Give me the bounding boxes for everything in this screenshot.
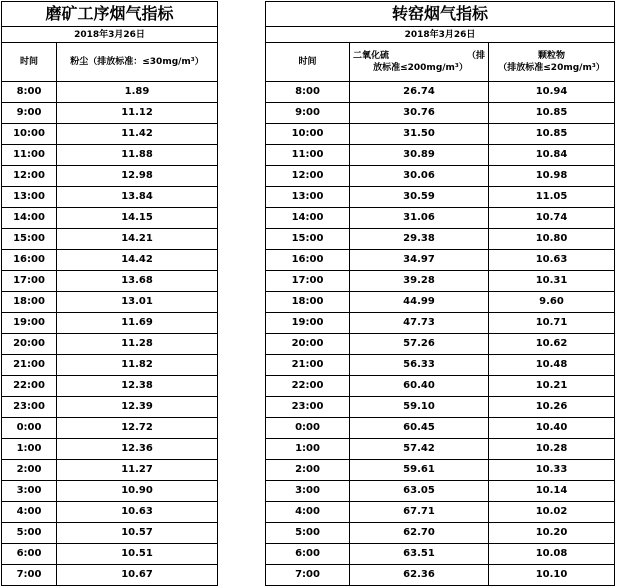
time-cell: 8:00 [2,82,57,103]
table-title-row [266,2,615,27]
table-row [266,334,615,355]
time-cell: 11:00 [266,145,350,166]
so2-value-cell: 30.76 [350,103,489,124]
particulate-value-cell: 10.02 [489,502,615,523]
column-header-time: 时间 [266,43,350,82]
table-row [2,523,218,544]
time-cell: 18:00 [266,292,350,313]
so2-value-cell: 60.40 [350,376,489,397]
table-row [2,82,218,103]
dust-value-cell: 11.88 [57,145,218,166]
time-cell: 22:00 [266,376,350,397]
table-row [2,418,218,439]
dust-value-cell: 14.21 [57,229,218,250]
column-header-particulate [489,43,615,82]
dust-value-cell: 12.36 [57,439,218,460]
so2-header-paren: （排 [466,51,485,61]
so2-value-cell: 31.50 [350,124,489,145]
so2-value-cell: 63.05 [350,481,489,502]
dust-value-cell: 14.15 [57,208,218,229]
time-cell: 5:00 [266,523,350,544]
particulate-value-cell: 10.62 [489,334,615,355]
table-date: 2018年3月26日 [266,27,615,43]
pm-header-standard: （排放标准≤20mg/m³） [498,63,605,73]
dust-value-cell: 10.90 [57,481,218,502]
particulate-value-cell: 10.10 [489,565,615,586]
dust-value-cell: 11.69 [57,313,218,334]
particulate-value-cell: 10.21 [489,376,615,397]
particulate-value-cell: 10.31 [489,271,615,292]
time-cell: 10:00 [2,124,57,145]
particulate-value-cell: 10.80 [489,229,615,250]
time-cell: 19:00 [2,313,57,334]
time-cell: 3:00 [266,481,350,502]
so2-value-cell: 30.89 [350,145,489,166]
dust-value-cell: 14.42 [57,250,218,271]
table-row [266,523,615,544]
particulate-value-cell: 10.74 [489,208,615,229]
time-cell: 0:00 [266,418,350,439]
so2-value-cell: 30.06 [350,166,489,187]
table-title: 转窑烟气指标 [266,2,615,27]
table-row [2,565,218,586]
table-title-row [2,2,218,27]
so2-value-cell: 57.42 [350,439,489,460]
time-cell: 14:00 [266,208,350,229]
time-cell: 11:00 [2,145,57,166]
dust-value-cell: 12.38 [57,376,218,397]
table-row [2,229,218,250]
dust-value-cell: 10.51 [57,544,218,565]
time-cell: 12:00 [266,166,350,187]
table-title: 磨矿工序烟气指标 [2,2,218,27]
particulate-value-cell: 10.14 [489,481,615,502]
so2-value-cell: 44.99 [350,292,489,313]
time-cell: 15:00 [266,229,350,250]
time-cell: 20:00 [266,334,350,355]
time-cell: 10:00 [266,124,350,145]
so2-value-cell: 56.33 [350,355,489,376]
time-cell: 19:00 [266,313,350,334]
table-row [266,544,615,565]
time-cell: 12:00 [2,166,57,187]
dust-value-cell: 11.12 [57,103,218,124]
table-row [266,481,615,502]
table-row [2,208,218,229]
particulate-value-cell: 10.20 [489,523,615,544]
column-header-time: 时间 [2,43,57,82]
table-row [266,355,615,376]
time-cell: 9:00 [266,103,350,124]
table-row [266,502,615,523]
particulate-value-cell: 10.94 [489,82,615,103]
table-row [266,397,615,418]
time-cell: 13:00 [266,187,350,208]
table-row [2,397,218,418]
table-row [266,124,615,145]
dust-value-cell: 12.72 [57,418,218,439]
time-cell: 5:00 [2,523,57,544]
table-row [2,355,218,376]
time-cell: 16:00 [2,250,57,271]
dust-value-cell: 11.28 [57,334,218,355]
table-row [2,166,218,187]
time-cell: 6:00 [2,544,57,565]
table-row [266,565,615,586]
time-cell: 7:00 [2,565,57,586]
table-row [2,376,218,397]
time-cell: 2:00 [266,460,350,481]
so2-value-cell: 26.74 [350,82,489,103]
so2-value-cell: 57.26 [350,334,489,355]
dust-value-cell: 11.27 [57,460,218,481]
so2-value-cell: 59.61 [350,460,489,481]
time-cell: 23:00 [2,397,57,418]
time-cell: 1:00 [266,439,350,460]
dust-value-cell: 11.42 [57,124,218,145]
table-row [266,439,615,460]
particulate-value-cell: 10.63 [489,250,615,271]
particulate-value-cell: 10.26 [489,397,615,418]
time-cell: 23:00 [266,397,350,418]
column-header-so2 [350,43,489,82]
particulate-value-cell: 10.98 [489,166,615,187]
time-cell: 8:00 [266,82,350,103]
dust-value-cell: 10.57 [57,523,218,544]
time-cell: 3:00 [2,481,57,502]
time-cell: 4:00 [266,502,350,523]
time-cell: 14:00 [2,208,57,229]
kiln-flue-gas-table [265,1,615,586]
table-row [266,166,615,187]
so2-value-cell: 60.45 [350,418,489,439]
table-row [2,439,218,460]
table-row [2,124,218,145]
table-row [266,103,615,124]
time-cell: 21:00 [2,355,57,376]
dust-value-cell: 11.82 [57,355,218,376]
column-header-row [2,43,218,82]
so2-value-cell: 59.10 [350,397,489,418]
table-row [266,145,615,166]
table-row [266,313,615,334]
time-cell: 2:00 [2,460,57,481]
table-row [266,376,615,397]
table-row [266,271,615,292]
grinding-flue-gas-table [1,1,218,586]
time-cell: 1:00 [2,439,57,460]
dust-value-cell: 13.84 [57,187,218,208]
particulate-value-cell: 9.60 [489,292,615,313]
dust-value-cell: 1.89 [57,82,218,103]
date-row [2,27,218,43]
time-cell: 15:00 [2,229,57,250]
so2-value-cell: 62.70 [350,523,489,544]
table-row [2,187,218,208]
dust-value-cell: 10.63 [57,502,218,523]
time-cell: 16:00 [266,250,350,271]
table-row [2,292,218,313]
dust-value-cell: 12.39 [57,397,218,418]
time-cell: 20:00 [2,334,57,355]
so2-value-cell: 29.38 [350,229,489,250]
table-row [266,292,615,313]
date-row [266,27,615,43]
so2-value-cell: 67.71 [350,502,489,523]
table-row [266,208,615,229]
table-row [2,103,218,124]
particulate-value-cell: 10.33 [489,460,615,481]
table-row [266,82,615,103]
time-cell: 6:00 [266,544,350,565]
dust-value-cell: 13.01 [57,292,218,313]
table-row [2,481,218,502]
table-row [2,544,218,565]
particulate-value-cell: 10.40 [489,418,615,439]
so2-value-cell: 31.06 [350,208,489,229]
column-header-dust: 粉尘（排放标准：≤30mg/m³） [57,43,218,82]
dust-value-cell: 10.67 [57,565,218,586]
time-cell: 21:00 [266,355,350,376]
time-cell: 22:00 [2,376,57,397]
particulate-value-cell: 10.71 [489,313,615,334]
dust-value-cell: 12.98 [57,166,218,187]
so2-value-cell: 34.97 [350,250,489,271]
table-row [266,187,615,208]
particulate-value-cell: 10.28 [489,439,615,460]
table-row [2,250,218,271]
table-date: 2018年3月26日 [2,27,218,43]
so2-header-standard: 放标准≤200mg/m³） [373,63,468,73]
table-row [266,250,615,271]
time-cell: 18:00 [2,292,57,313]
time-cell: 7:00 [266,565,350,586]
so2-value-cell: 30.59 [350,187,489,208]
table-row [266,418,615,439]
time-cell: 0:00 [2,418,57,439]
particulate-value-cell: 10.08 [489,544,615,565]
table-row [266,460,615,481]
time-cell: 9:00 [2,103,57,124]
particulate-value-cell: 10.84 [489,145,615,166]
particulate-value-cell: 10.85 [489,124,615,145]
table-row [2,145,218,166]
pm-header-label: 颗粒物 [538,51,566,61]
table-row [266,229,615,250]
table-row [2,460,218,481]
particulate-value-cell: 10.85 [489,103,615,124]
particulate-value-cell: 10.48 [489,355,615,376]
so2-value-cell: 47.73 [350,313,489,334]
table-row [2,334,218,355]
dust-value-cell: 13.68 [57,271,218,292]
particulate-value-cell: 11.05 [489,187,615,208]
so2-value-cell: 39.28 [350,271,489,292]
time-cell: 13:00 [2,187,57,208]
time-cell: 17:00 [2,271,57,292]
table-row [2,502,218,523]
so2-value-cell: 62.36 [350,565,489,586]
column-header-row [266,43,615,82]
time-cell: 17:00 [266,271,350,292]
table-row [2,313,218,334]
time-cell: 4:00 [2,502,57,523]
so2-value-cell: 63.51 [350,544,489,565]
table-row [2,271,218,292]
so2-header-label: 二氧化硫 [353,51,390,61]
